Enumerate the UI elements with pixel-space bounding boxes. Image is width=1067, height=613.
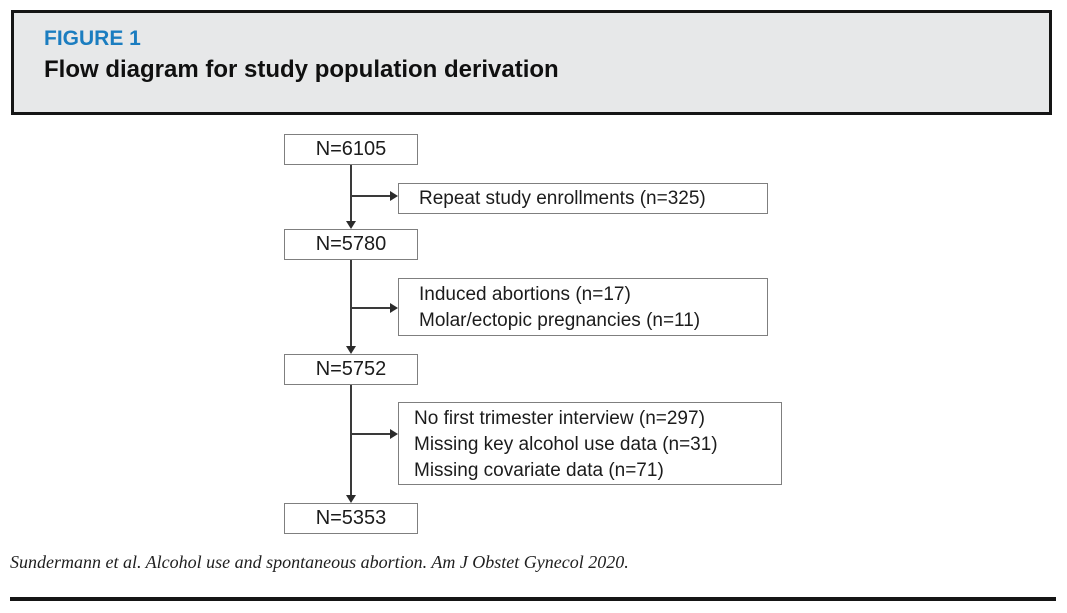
- exclusion-text: Molar/ectopic pregnancies (n=11): [419, 310, 701, 331]
- bottom-rule: [10, 597, 1056, 601]
- down-arrowhead-icon: [346, 495, 356, 503]
- exclusion-box-missing-data: [398, 402, 782, 485]
- figure-number-label: FIGURE 1: [44, 27, 141, 50]
- exclusion-text: Missing key alcohol use data (n=31): [414, 434, 718, 455]
- citation: Sundermann et al. Alcohol use and spontaneous abortion. Am J Obstet Gynecol 2020.: [10, 552, 629, 572]
- branch-line-1: [351, 195, 391, 197]
- connector-line-2: [350, 260, 352, 347]
- flow-node-final: N=5353: [284, 503, 418, 534]
- exclusion-box-abortions-pregnancies: [398, 278, 768, 336]
- figure-title: Flow diagram for study population derivation: [44, 56, 559, 83]
- figure-header: [11, 10, 1052, 115]
- branch-line-3: [351, 433, 391, 435]
- down-arrowhead-icon: [346, 221, 356, 229]
- connector-line-3: [350, 385, 352, 496]
- down-arrowhead-icon: [346, 346, 356, 354]
- exclusion-text: Repeat study enrollments (n=325): [419, 188, 706, 209]
- exclusion-box-repeat-enrollments: [398, 183, 768, 214]
- right-arrowhead-icon: [390, 191, 398, 201]
- exclusion-text: No first trimester interview (n=297): [414, 408, 705, 429]
- exclusion-text: Missing covariate data (n=71): [414, 460, 664, 481]
- flow-node-after-repeat-exclusion: N=5780: [284, 229, 418, 260]
- exclusion-text: Induced abortions (n=17): [419, 284, 631, 305]
- flow-node-after-abortion-exclusion: N=5752: [284, 354, 418, 385]
- connector-line-1: [350, 165, 352, 222]
- right-arrowhead-icon: [390, 303, 398, 313]
- right-arrowhead-icon: [390, 429, 398, 439]
- branch-line-2: [351, 307, 391, 309]
- flow-node-total: N=6105: [284, 134, 418, 165]
